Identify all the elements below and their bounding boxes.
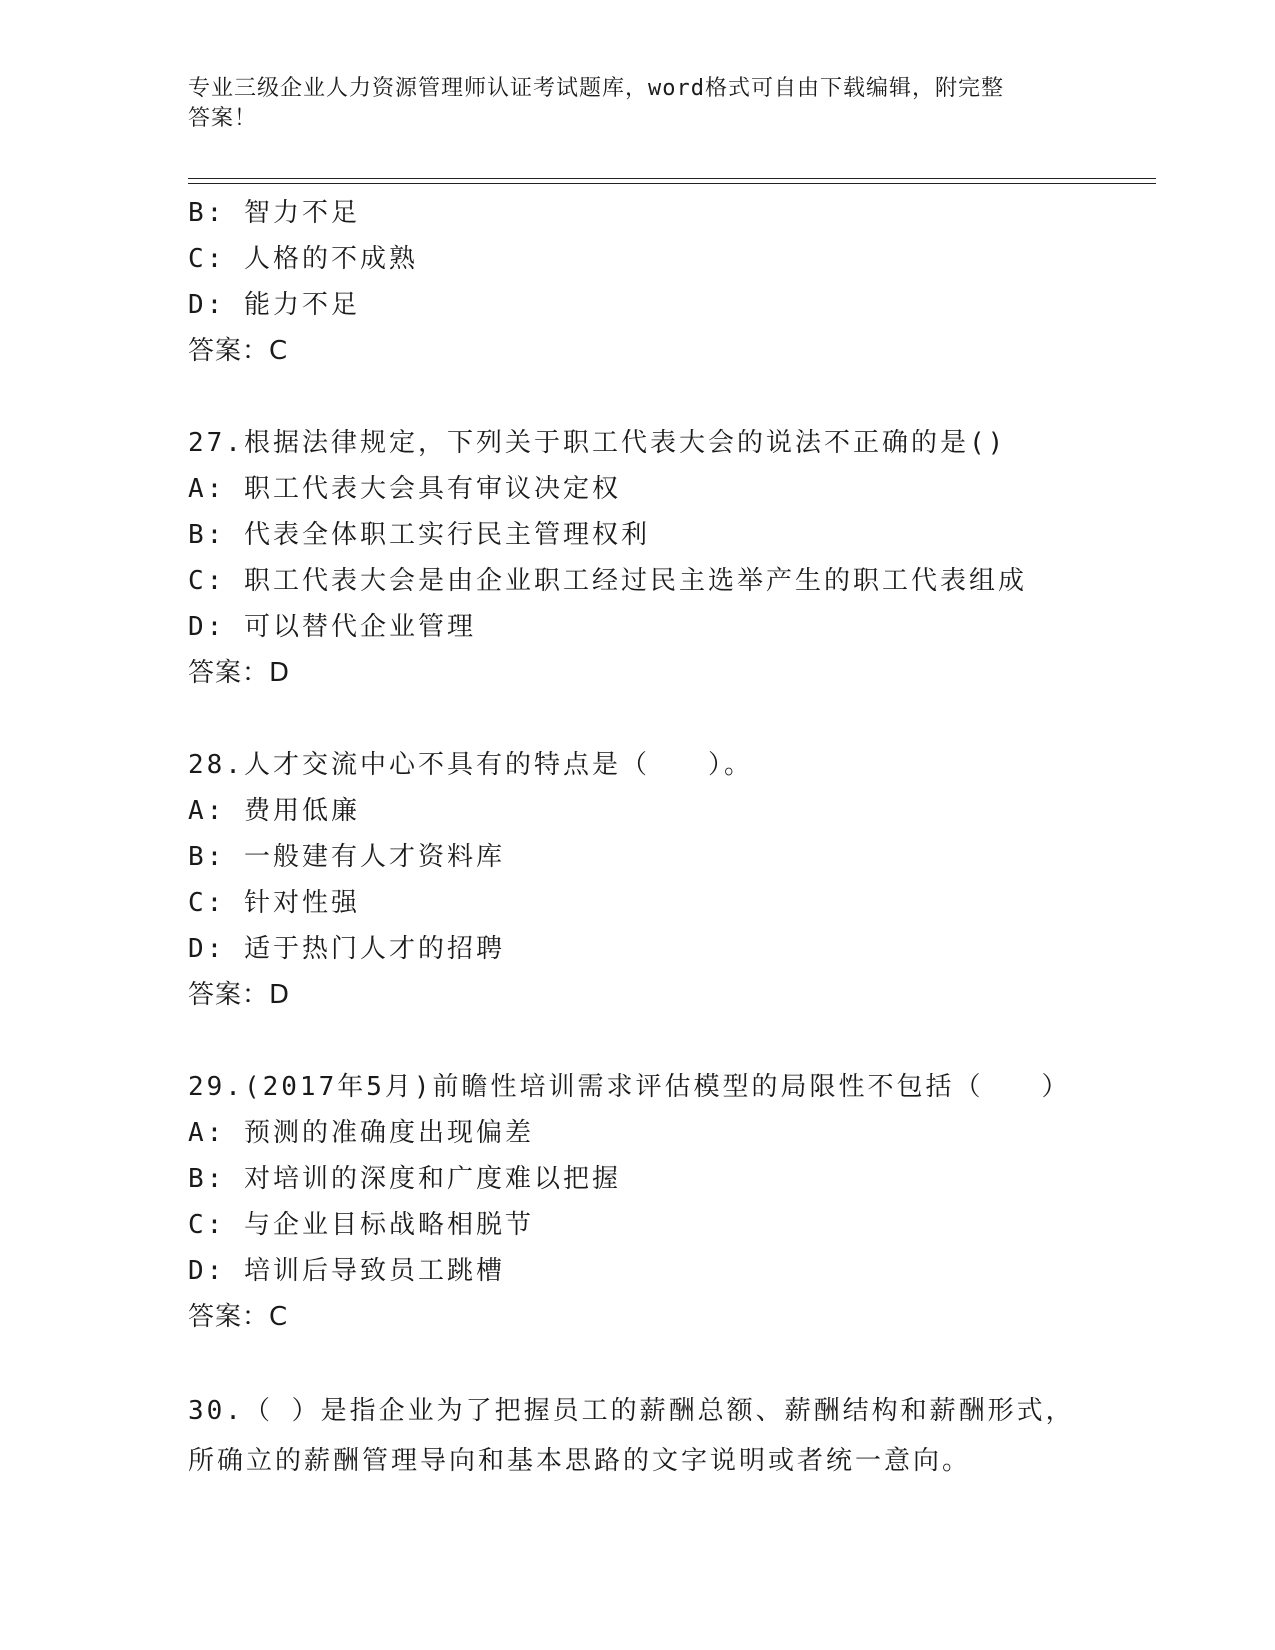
question-27 [188,420,1148,696]
answer-line: 答案：D [188,658,291,688]
question-28 [188,742,1148,1018]
option-c: C: 与企业目标战略相脱节 [188,1210,534,1240]
question-stem-line-2: 所确立的薪酬管理导向和基本思路的文字说明或者统一意向。 [188,1446,972,1476]
option-c: C: 职工代表大会是由企业职工经过民主选举产生的职工代表组成 [188,566,1027,596]
question-26-continuation [188,190,1148,374]
header-line-1: 专业三级企业人力资源管理师认证考试题库，word格式可自由下载编辑，附完整 [188,76,1004,101]
header-divider-bottom [188,183,1156,184]
option-d: D: 适于热门人才的招聘 [188,934,505,964]
question-stem: 29.(2017年5月)前瞻性培训需求评估模型的局限性不包括（ ） [188,1072,1071,1102]
spacer [188,374,1148,420]
question-30 [188,1386,1148,1486]
option-b: B: 对培训的深度和广度难以把握 [188,1164,621,1194]
spacer [188,1340,1148,1386]
option-a: A: 职工代表大会具有审议决定权 [188,474,621,504]
spacer [188,1018,1148,1064]
option-d: D: 可以替代企业管理 [188,612,476,642]
question-29 [188,1064,1148,1340]
question-stem-line-1: 30.（ ）是指企业为了把握员工的薪酬总额、薪酬结构和薪酬形式， [188,1396,1075,1426]
header-divider-top [188,178,1156,179]
spacer [188,696,1148,742]
option-d: D: 能力不足 [188,290,360,320]
option-b: B: 智力不足 [188,198,360,228]
answer-line: 答案：C [188,336,289,366]
answer-line: 答案：C [188,1302,289,1332]
answer-line: 答案：D [188,980,291,1010]
option-b: B: 代表全体职工实行民主管理权利 [188,520,650,550]
question-stem: 28.人才交流中心不具有的特点是（ ）。 [188,750,753,780]
option-a: A: 预测的准确度出现偏差 [188,1118,534,1148]
option-c: C: 针对性强 [188,888,360,918]
option-b: B: 一般建有人才资料库 [188,842,505,872]
option-c: C: 人格的不成熟 [188,244,418,274]
document-header [188,74,1088,134]
option-d: D: 培训后导致员工跳槽 [188,1256,505,1286]
question-stem: 27.根据法律规定，下列关于职工代表大会的说法不正确的是() [188,428,1007,458]
option-a: A: 费用低廉 [188,796,360,826]
header-line-2: 答案！ [188,106,258,131]
question-list [188,190,1148,1486]
